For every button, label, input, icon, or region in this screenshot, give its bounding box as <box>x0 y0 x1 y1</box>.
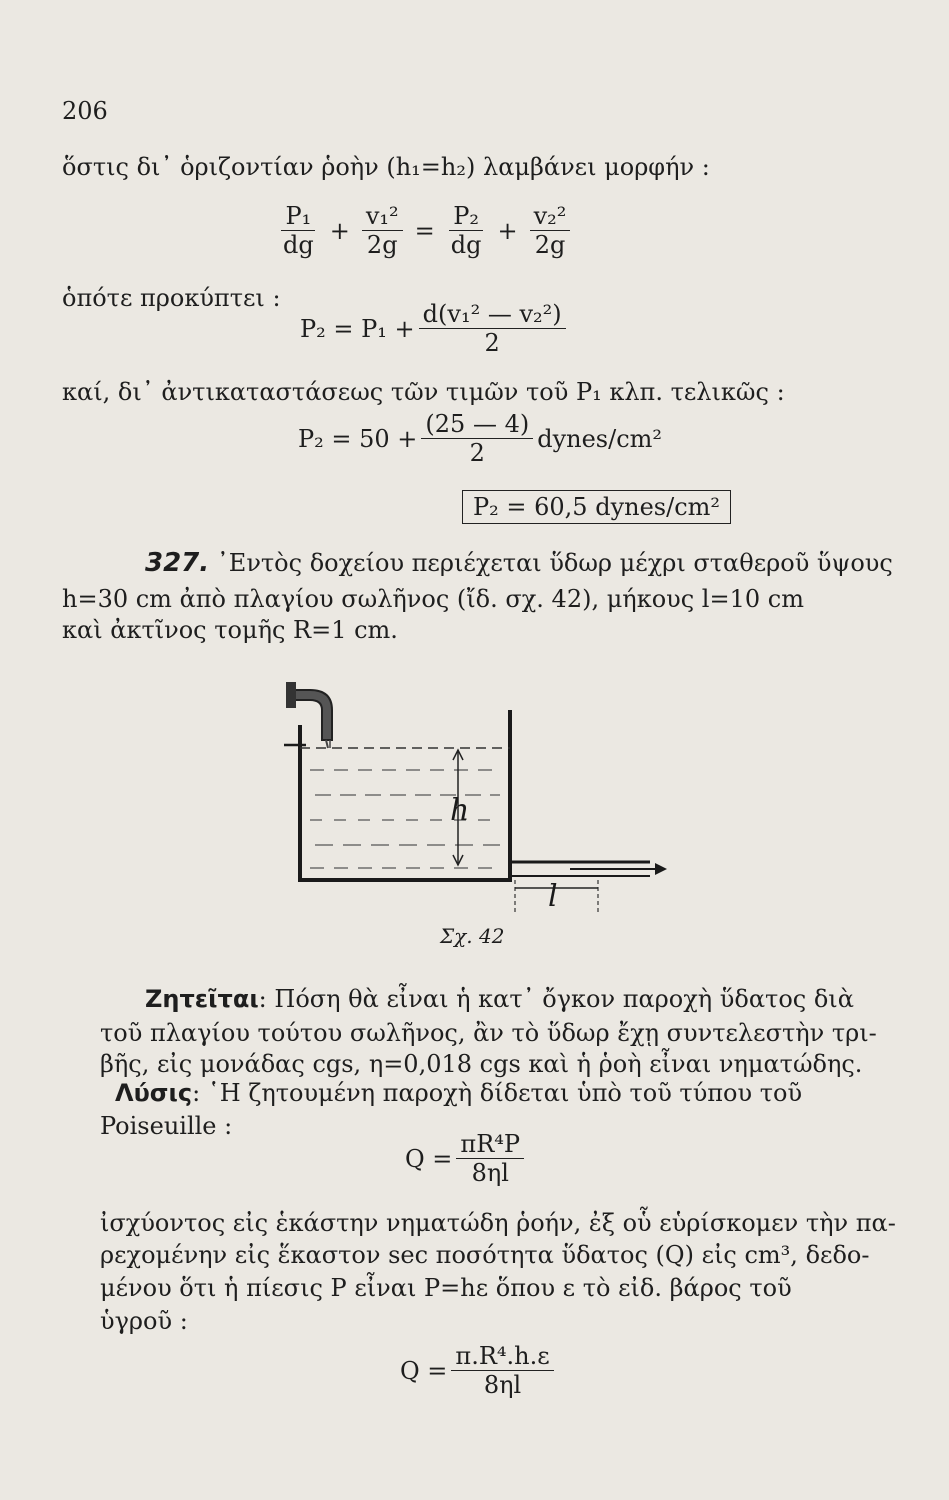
zitietai-line-2: τοῦ πλαγίου τούτου σωλῆνος, ἂν τὸ ὕδωρ ἔχῃ συντελεστὴν τρι- <box>100 1019 877 1047</box>
fraction-velocity-diff: $\frac{\text{d(v₁² — v₂²)}}{2}$ <box>419 300 566 357</box>
fraction-v1sq-2g: $\frac{\text{v₁²}}{2g}$ <box>362 202 403 259</box>
opote-line: ὁπότε προκύπτει : <box>62 284 281 312</box>
fraction-v2sq-2g: $\frac{\text{v₂²}}{2g}$ <box>530 202 571 259</box>
fraction-poiseuille: $\frac{\text{πR⁴P}}{8\eta l}$ <box>456 1130 524 1187</box>
para-line-4: ὑγροῦ : <box>100 1307 188 1335</box>
faucet-icon <box>290 690 332 740</box>
zitietai-line-1: Ζητεῖται: Πόση θὰ εἶναι ἡ κατ᾽ ὄγκον παροχὴ ὕδατος διὰ <box>145 985 854 1013</box>
outflow-arrow-head <box>655 863 667 875</box>
figure-42-tank-diagram <box>270 670 680 930</box>
lysis-label: Λύσις <box>115 1079 193 1107</box>
para-line-2: ρεχομένην εἰς ἕκαστον sec ποσότητα ὕδατος (Q) εἰς cm³, δεδο- <box>100 1241 870 1269</box>
poiseuille-equation: Q = $\frac{\text{πR⁴P}}{8\eta l}$ <box>405 1130 528 1187</box>
kai-line: καί, δι᾽ ἀντικαταστάσεως τῶν τιμῶν τοῦ P₁ κλπ. τελικῶς : <box>62 378 785 406</box>
fraction-25-4: $\frac{(25 — 4)}{2}$ <box>421 410 533 467</box>
label-h: h <box>450 793 470 828</box>
fraction-flow-rate: $\frac{\text{π.R⁴.h.ε}}{8\eta l}$ <box>451 1342 553 1399</box>
problem-line-3: καὶ ἀκτῖνος τομῆς R=1 cm. <box>62 616 398 644</box>
flow-rate-equation: Q = $\frac{\text{π.R⁴.h.ε}}{8\eta l}$ <box>400 1342 558 1399</box>
faucet-handle <box>286 682 296 708</box>
fraction-p1-dg: $\frac{\text{P₁}}{dg}$ <box>283 202 314 259</box>
lysis-line-2: Poiseuille : <box>100 1112 233 1140</box>
problem-line-1: 327. ᾽Εντὸς δοχείου περιέχεται ὕδωρ μέχρι σταθεροῦ ὕψους <box>145 548 893 578</box>
problem-line-2: h=30 cm ἀπὸ πλαγίου σωλῆνος (ἴδ. σχ. 42), μήκους l=10 cm <box>62 585 804 613</box>
bernoulli-equation: $\frac{\text{P₁}}{dg}$ + $\frac{\text{v₁²}}{2g}$ = $\frac{\text{P₂}}{dg}$ + $\frac{\text{v₂²}}{2g}$ <box>275 202 574 259</box>
zitietai-label: Ζητεῖται <box>145 985 259 1013</box>
zitietai-line-3: βῆς, εἰς μονάδας cgs, η=0,018 cgs καὶ ἡ ῥοὴ εἶναι νηματώδης. <box>100 1050 863 1078</box>
water-stream <box>326 740 328 748</box>
result-box: P₂ = 60,5 dynes/cm² <box>462 490 731 524</box>
para-line-3: μένου ὅτι ἡ πίεσις P εἶναι P=hε ὅπου ε τὸ εἰδ. βάρος τοῦ <box>100 1274 792 1302</box>
substitution-equation: P₂ = 50 + $\frac{(25 — 4)}{2}$ dynes/cm² <box>298 410 663 467</box>
label-l: l <box>548 879 558 914</box>
figure-caption: Σχ. 42 <box>440 924 505 948</box>
problem-number: 327. <box>145 548 210 578</box>
lysis-line-1: Λύσις: ῾Η ζητουμένη παροχὴ δίδεται ὑπὸ τοῦ τύπου τοῦ <box>115 1079 803 1107</box>
intro-line: ὅστις δι᾽ ὁριζοντίαν ῥοὴν (h₁=h₂) λαμβάνει μορφήν : <box>62 153 710 181</box>
pressure-equation: P₂ = P₁ + $\frac{\text{d(v₁² — v₂²)}}{2}$ <box>300 300 570 357</box>
para-line-1: ἰσχύοντος εἰς ἑκάστην νηματώδη ῥοήν, ἐξ οὗ εὑρίσκομεν τὴν πα- <box>100 1209 896 1237</box>
page-number: 206 <box>62 97 108 125</box>
fraction-p2-dg: $\frac{\text{P₂}}{dg}$ <box>450 202 482 259</box>
